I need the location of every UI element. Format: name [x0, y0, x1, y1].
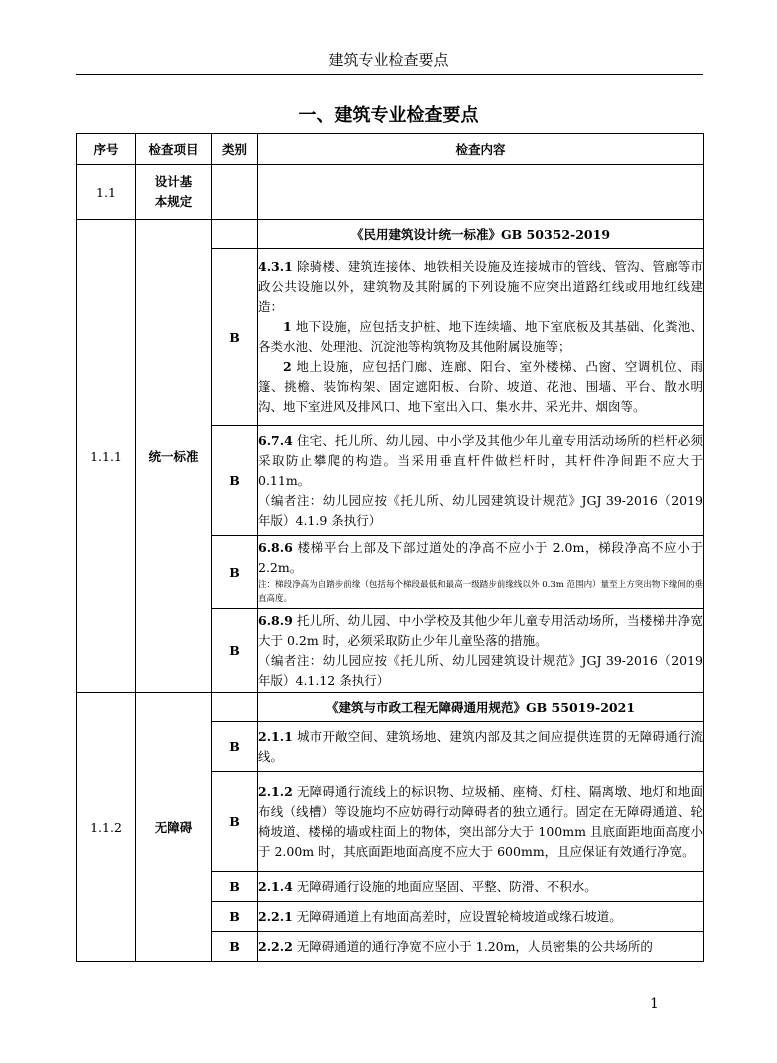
- header-divider: [76, 74, 703, 75]
- clause-number: 4.3.1: [258, 259, 293, 274]
- group-item: 无障碍: [136, 693, 212, 962]
- section-item: 设计基本规定: [136, 165, 212, 220]
- clause-number: 6.8.9: [258, 612, 293, 628]
- clause-number: 2.2.2: [258, 938, 293, 954]
- clause-note: 注：梯段净高为自踏步前缘（包括每个梯段最低和最高一级踏步前缘线以外 0.3m 范围内）量至上方突出物下缘间的垂直高度。: [258, 580, 703, 604]
- group-number: 1.1.1: [77, 220, 136, 693]
- standard-title: 《建筑与市政工程无障碍通用规范》GB 55019-2021: [258, 693, 704, 722]
- column-header-content: 检查内容: [258, 134, 704, 165]
- standard-row: [77, 693, 704, 722]
- sub-item-number: 1: [283, 319, 292, 334]
- running-header: 建筑专业检查要点: [328, 51, 449, 69]
- clause-text: 无障碍通道上有地面高差时，应设置轮椅坡道或缘石坡道。: [292, 908, 622, 924]
- content-cell: [258, 426, 704, 536]
- clause-text: 托儿所、幼儿园、中小学校及其他少年儿童专用活动场所，当楼梯井净宽大于 0.2m 时，必须采取防止少年儿童坠落的措施。: [258, 612, 703, 648]
- page-number: 1: [650, 996, 659, 1012]
- category-cell: B: [212, 536, 258, 609]
- clause-number: 2.2.1: [258, 908, 293, 924]
- clause-number: 2.1.2: [258, 783, 293, 799]
- section-category: [212, 165, 258, 220]
- content-cell: [258, 536, 704, 609]
- inspection-table: [76, 133, 704, 962]
- clause-number: 6.8.6: [258, 540, 293, 555]
- content-cell: [258, 722, 704, 772]
- clause-text: 城市开敞空间、建筑场地、建筑内部及其之间应提供连贯的无障碍通行流线。: [258, 728, 703, 764]
- content-cell: [258, 609, 704, 693]
- sub-item-text: 地上设施，应包括门廊、连廊、阳台、室外楼梯、凸窗、空调机位、雨篷、挑檐、装饰构架、固定遮阳板、台阶、坡道、花池、围墙、平台、散水明沟、地下室进风及排风口、地下室出入口、集水井、采光井、烟囱等。: [258, 359, 703, 414]
- clause-text: 无障碍通行流线上的标识物、垃圾桶、座椅、灯柱、隔离墩、地灯和地面布线（线槽）等设施均不应妨碍行动障碍者的独立通行。固定在无障碍通道、轮椅坡道、楼梯的墙或柱面上的物体，突出部分大于 100mm 且底面距地面高度小于 2.00m 时，其底面距地面高度不应大于 600mm，且应保证有效通行净宽。: [258, 783, 703, 859]
- category-cell: B: [212, 249, 258, 426]
- content-cell: [258, 249, 704, 426]
- column-header-item: 检查项目: [136, 134, 212, 165]
- group-number: 1.1.2: [77, 693, 136, 962]
- clause-number: 2.1.1: [258, 728, 293, 744]
- clause-text: 无障碍通道的通行净宽不应小于 1.20m，人员密集的公共场所的: [292, 938, 653, 954]
- section-number: 1.1: [77, 165, 136, 220]
- clause-text: 住宅、托儿所、幼儿园、中小学及其他少年儿童专用活动场所的栏杆必须采取防止攀爬的构造。当采用垂直杆件做栏杆时，其杆件净间距不应大于 0.11m。: [258, 432, 703, 488]
- table-header-row: [77, 134, 704, 165]
- clause-text: 无障碍通行设施的地面应坚固、平整、防滑、不积水。: [292, 878, 597, 894]
- column-header-num: 序号: [77, 134, 136, 165]
- clause-text: 除骑楼、建筑连接体、地铁相关设施及连接城市的管线、管沟、管廊等市政公共设施以外，建筑物及其附属的下列设施不应突出道路红线或用地红线建造：: [258, 259, 703, 314]
- section-content: [258, 165, 704, 220]
- section-row: [77, 165, 704, 220]
- group-item: 统一标准: [136, 220, 212, 693]
- sub-item-number: 2: [283, 359, 292, 374]
- category-cell: B: [212, 772, 258, 872]
- category-cell: B: [212, 902, 258, 932]
- document-title: 一、建筑专业检查要点: [298, 105, 479, 126]
- category-cell: B: [212, 932, 258, 962]
- editor-note: （编者注：幼儿园应按《托儿所、幼儿园建筑设计规范》JGJ 39-2016（2019 年版）4.1.12 条执行）: [258, 652, 703, 688]
- standard-row: [77, 220, 704, 249]
- standard-title: 《民用建筑设计统一标准》GB 50352-2019: [258, 220, 704, 249]
- category-cell: B: [212, 722, 258, 772]
- content-cell: [258, 902, 704, 932]
- clause-number: 2.1.4: [258, 878, 293, 894]
- category-cell: B: [212, 426, 258, 536]
- category-cell: B: [212, 609, 258, 693]
- clause-number: 6.7.4: [258, 432, 293, 448]
- clause-text: 楼梯平台上部及下部过道处的净高不应小于 2.0m，梯段净高不应小于 2.2m。: [258, 540, 703, 575]
- content-cell: [258, 932, 704, 962]
- category-cell: B: [212, 872, 258, 902]
- editor-note: （编者注：幼儿园应按《托儿所、幼儿园建筑设计规范》JGJ 39-2016（2019 年版）4.1.9 条执行）: [258, 492, 703, 528]
- standard-category-cell: [212, 220, 258, 249]
- standard-category-cell: [212, 693, 258, 722]
- content-cell: [258, 772, 704, 872]
- column-header-category: 类别: [212, 134, 258, 165]
- content-cell: [258, 872, 704, 902]
- sub-item-text: 地下设施，应包括支护桩、地下连续墙、地下室底板及其基础、化粪池、各类水池、处理池、沉淀池等构筑物及其他附属设施等；: [258, 319, 703, 354]
